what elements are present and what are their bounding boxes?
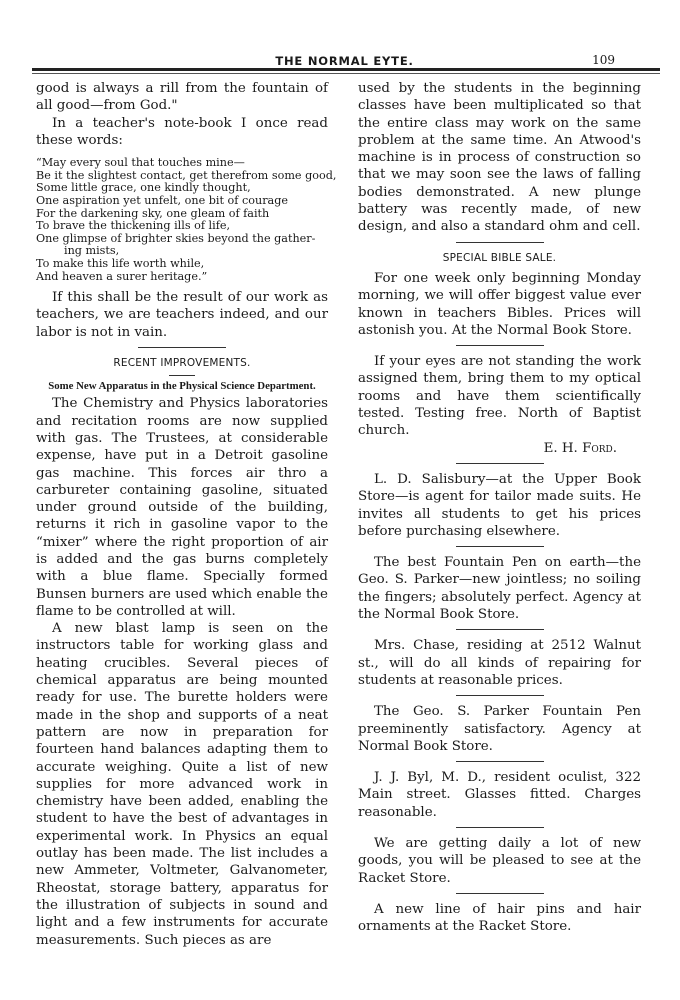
section-divider <box>138 347 226 348</box>
header-rule <box>32 68 660 71</box>
poem-line: “May every soul that touches mine— <box>36 156 245 170</box>
article-continuation: used by the students in the beginning classes have been multiplicated so that the entire class may work on the same problem at the same time. An Atwood's machine is in process of construction so that we may soon see the laws of falling bodies demonstrated. A new plunge battery was recently made, of new design, and also a standard ohm and cell. <box>358 81 641 235</box>
section-divider <box>456 761 544 762</box>
poem-line: One aspiration yet unfelt, one bit of courage <box>36 193 288 207</box>
article-heading: RECENT IMPROVEMENTS. <box>113 357 251 370</box>
section-divider <box>456 345 544 346</box>
page-number: 109 <box>592 53 615 67</box>
notice-optical: If your eyes are not standing the work assigned them, bring them to my optical rooms and have them scientifically tested. Testing free. North of Baptist church. <box>358 354 641 439</box>
notice-hair-pins: A new line of hair pins and hair ornaments at the Racket Store. <box>358 901 641 935</box>
notice-tailor: L. D. Salisbury—at the Upper Book Store—is agent for tailor made suits. He invites all students to get his prices before purchasing elsewhere. <box>358 471 641 539</box>
poem-line: Be it the slightest contact, get therefrom some good, <box>36 168 337 182</box>
section-divider <box>456 695 544 696</box>
article-paragraph: The Chemistry and Physics laboratories and recitation rooms are now supplied with gas. The Trustees, at considerable expense, have put in a Detroit gasoline gas machine. This forces air thro a carbureter containing gasoline, situated under ground outside of the building, returns it rich in gasoline vapor to the “mixer” where the right proportion of air is added and the gas burns completely with a blue flame. Specially formed Bunsen burners are used which enable the flame to be controlled at will. <box>36 396 328 619</box>
poem-line: One glimpse of brighter skies beyond the gather- <box>36 231 316 245</box>
notice-parker-pen: The Geo. S. Parker Fountain Pen preeminently satisfactory. Agency at Normal Book Store. <box>358 704 641 754</box>
left-column <box>36 80 337 949</box>
notice-racket-goods: We are getting daily a lot of new goods, you will be pleased to see at the Racket Store. <box>358 835 641 886</box>
poem-line: Some little grace, one kindly thought, <box>36 181 251 195</box>
header-rule-thin <box>32 73 660 74</box>
bible-sale-text: For one week only beginning Monday morning, we will offer biggest value ever known in teachers Bibles. Prices will astonish you. At the Normal Book Store. <box>358 270 641 338</box>
notice-fountain-pen: The best Fountain Pen on earth—the Geo. S. Parker—new jointless; no soiling the fingers; absolutely perfect. Agency at the Normal Book Store. <box>358 555 641 623</box>
heading-divider <box>169 375 195 376</box>
opening-paragraph: good is always a rill from the fountain of all good—from God." <box>36 81 328 114</box>
right-column <box>358 80 641 935</box>
notice-repairing: Mrs. Chase, residing at 2512 Walnut st., will do all kinds of repairing for students at reasonable prices. <box>358 638 641 688</box>
poem-line: For the darkening sky, one gleam of faith <box>36 206 270 220</box>
section-divider <box>456 546 544 547</box>
section-divider <box>456 629 544 630</box>
bible-sale-heading: SPECIAL BIBLE SALE. <box>442 251 557 264</box>
poem <box>36 156 337 283</box>
closing-paragraph: If this shall be the result of our work as teachers, we are teachers indeed, and our labor is not in vain. <box>36 290 328 340</box>
poem-line: ing mists, <box>64 244 120 258</box>
journal-title: THE NORMAL EYTE. <box>275 54 414 68</box>
poem-line: And heaven a surer heritage.” <box>36 269 208 283</box>
poem-line: To make this life worth while, <box>36 256 205 270</box>
section-divider <box>456 827 544 828</box>
notice-oculist: J. J. Byl, M. D., resident oculist, 322 Main street. Glasses fitted. Charges reasonable. <box>358 770 641 820</box>
article-paragraph: A new blast lamp is seen on the instructors table for working glass and heating crucibles. Several pieces of chemical apparatus are being mounted ready for use. The burette holders were made in the shop and supports of a neat pattern are now in preparation for fourteen hand balances adapting them to accurate weighing. Quite a list of new supplies for more advanced work in chemistry have been added, enabling the student to have the best of advantages in experimental work. In Physics an equal outlay has been made. The list includes a new Ammeter, Voltmeter, Galvanometer, Rheostat, storage battery, apparatus for the illustration of subjects in sound and light and a few instruments for accurate measurements. Such pieces as are <box>36 621 328 948</box>
section-divider <box>456 242 544 243</box>
poem-intro: In a teacher's note-book I once read these words: <box>36 115 328 148</box>
notice-signature: E. H. Ford. <box>543 440 617 456</box>
poem-line: To brave the thickening ills of life, <box>36 219 231 233</box>
section-divider <box>456 463 544 464</box>
article-subheading: Some New Apparatus in the Physical Science Department. <box>48 380 316 393</box>
section-divider <box>456 893 544 894</box>
